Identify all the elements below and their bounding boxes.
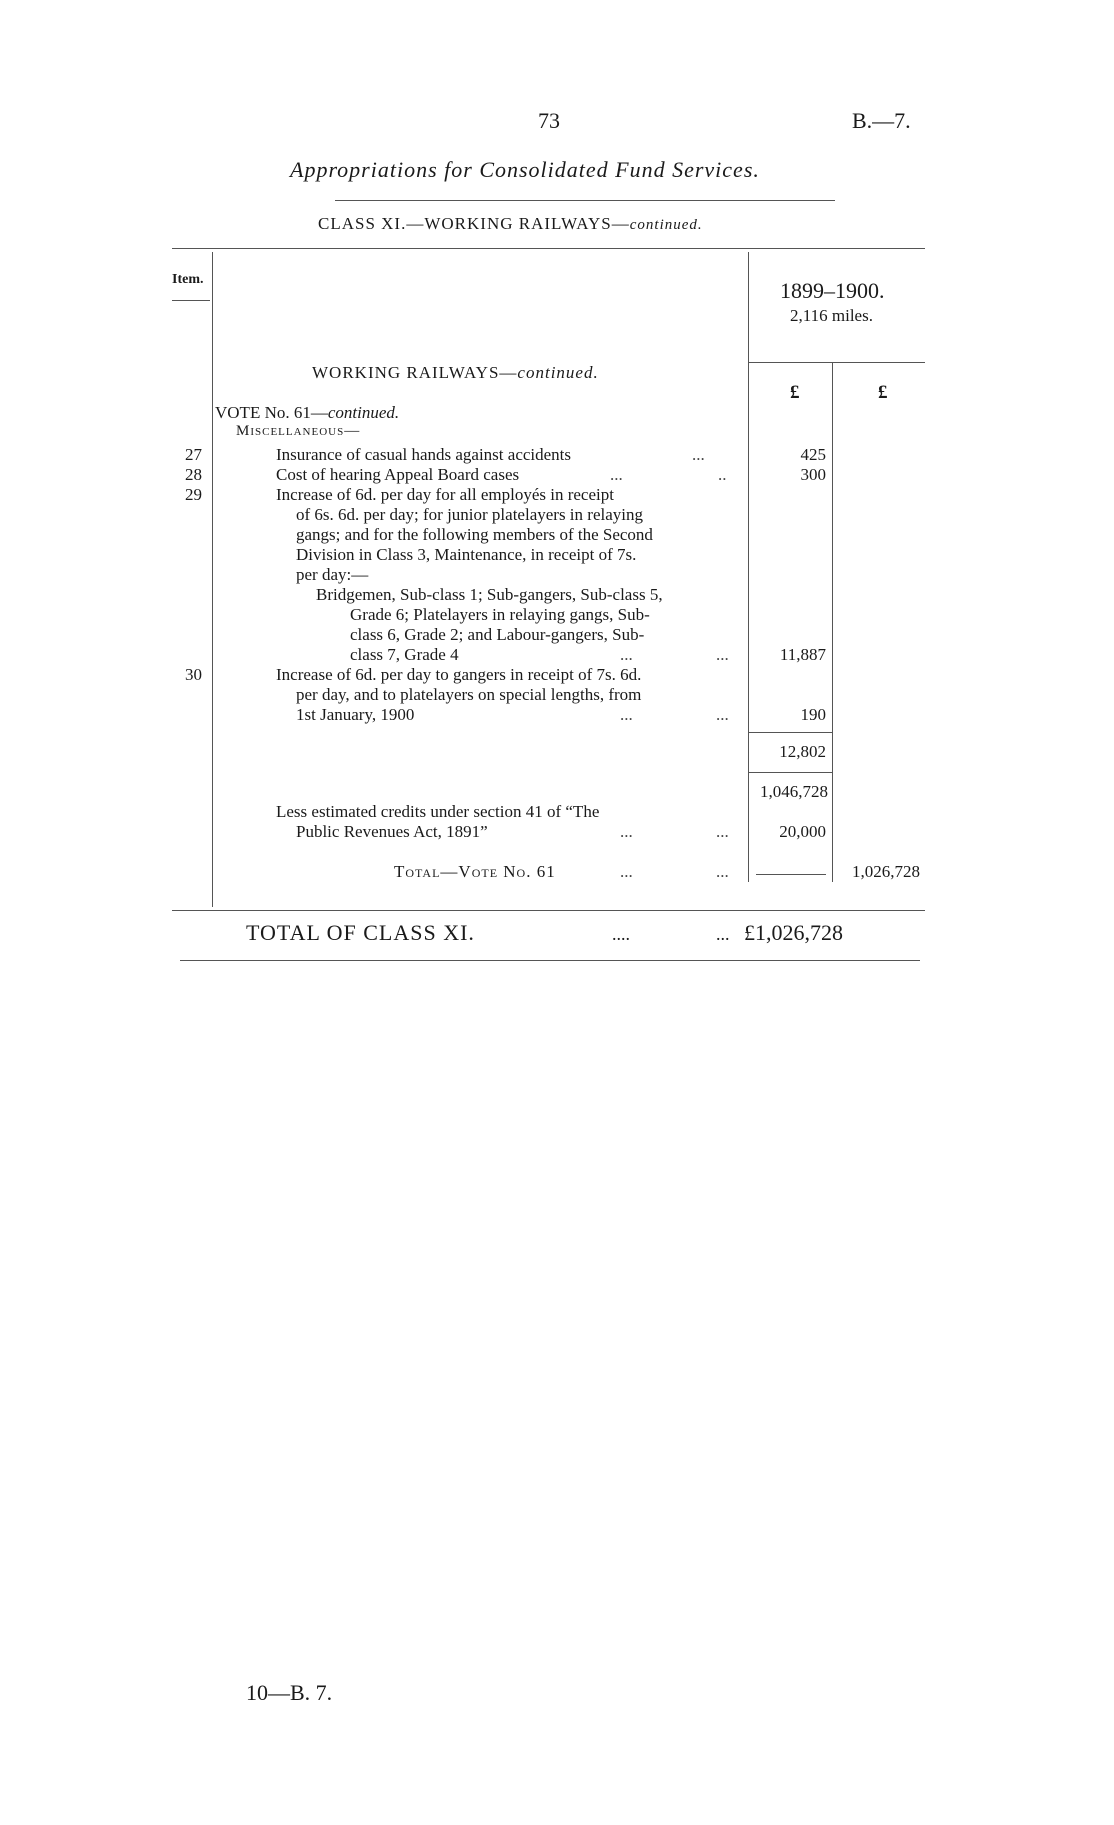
- item-amount: 300: [800, 465, 826, 484]
- item-description-line: per day:—: [296, 565, 369, 584]
- table-bottom-rule: [172, 910, 925, 911]
- item-description-line: Increase of 6d. per day for all employés in receipt: [276, 485, 614, 504]
- gross-amount: 1,046,728: [760, 782, 828, 801]
- section-heading: [312, 363, 599, 383]
- item-number: 30: [185, 665, 202, 684]
- leader-dots: ...: [620, 862, 633, 881]
- leader-dots: ....: [612, 924, 630, 944]
- leader-dots: ..: [718, 465, 727, 484]
- item-description-line: of 6s. 6d. per day; for junior platelayers in relaying: [296, 505, 643, 524]
- sub-heading: Miscellaneous—: [236, 423, 361, 439]
- vote-heading: [215, 403, 399, 423]
- item-description-line: class 6, Grade 2; and Labour-gangers, Sub-: [350, 625, 645, 644]
- leader-dots: ...: [620, 822, 633, 841]
- vote-heading-text: VOTE No. 61—: [215, 403, 328, 422]
- leader-dots: ...: [716, 822, 729, 841]
- total-vote-amount: 1,026,728: [852, 862, 920, 881]
- class-heading: [318, 214, 703, 234]
- item-description-line: Increase of 6d. per day to gangers in receipt of 7s. 6d.: [276, 665, 642, 684]
- item-column-header: Item.: [172, 272, 204, 287]
- item-amount: 425: [800, 445, 826, 464]
- class-total-label: TOTAL OF CLASS XI.: [246, 920, 475, 945]
- less-credits-line: Public Revenues Act, 1891”: [296, 822, 488, 841]
- leader-dots: ...: [610, 465, 623, 484]
- item-number: 29: [185, 485, 202, 504]
- item-description-line: Grade 6; Platelayers in relaying gangs, Sub-: [350, 605, 650, 624]
- item-description-line: per day, and to platelayers on special lengths, from: [296, 685, 642, 704]
- leader-dots: ...: [716, 645, 729, 664]
- item-number: 27: [185, 445, 202, 464]
- currency-header-column-2: £: [878, 382, 888, 403]
- page-title: Appropriations for Consolidated Fund Services.: [290, 157, 760, 182]
- item-amount: 11,887: [779, 645, 826, 664]
- leader-dots: ...: [716, 924, 730, 944]
- less-credits-amount: 20,000: [779, 822, 826, 841]
- section-heading-suffix: continued.: [517, 363, 599, 382]
- total-vote-rule: [756, 874, 826, 875]
- page-number: 73: [538, 108, 560, 133]
- miles-header: 2,116 miles.: [790, 306, 873, 325]
- item-description-line: gangs; and for the following members of the Second: [296, 525, 653, 544]
- document-reference: B.—7.: [852, 108, 911, 133]
- section-heading-text: WORKING RAILWAYS—: [312, 363, 518, 382]
- item-description-line: Cost of hearing Appeal Board cases: [276, 465, 520, 484]
- vote-heading-suffix: continued.: [327, 403, 400, 422]
- year-header: 1899–1900.: [780, 278, 885, 303]
- leader-dots: ...: [620, 705, 633, 724]
- leader-dots: ...: [692, 445, 705, 464]
- class-total-rule: [180, 960, 920, 961]
- table-top-rule: [172, 248, 925, 249]
- leader-dots: ...: [716, 862, 729, 881]
- class-heading-text: CLASS XI.—WORKING RAILWAYS—: [318, 214, 630, 233]
- item-amount: 190: [800, 705, 826, 724]
- item-description-line: Bridgemen, Sub-class 1; Sub-gangers, Sub-class 5,: [316, 585, 663, 604]
- leader-dots: ...: [620, 645, 633, 664]
- title-rule: [335, 200, 835, 201]
- currency-header-column-1: £: [790, 382, 800, 403]
- column-header-rule: [748, 362, 925, 363]
- total-vote-label: Total—Vote No. 61: [394, 862, 556, 881]
- total-column-divider: [832, 362, 833, 882]
- item-description-line: Insurance of casual hands against accidents: [276, 445, 572, 464]
- class-heading-suffix: continued.: [629, 217, 703, 233]
- item-description-line: class 7, Grade 4: [350, 645, 459, 664]
- item-column-divider: [212, 252, 213, 907]
- item-description-line: 1st January, 1900: [296, 705, 415, 724]
- item-number: 28: [185, 465, 202, 484]
- footer-signature: 10—B. 7.: [246, 1680, 333, 1705]
- item-header-underline: [172, 300, 210, 301]
- subtotal-rule: [748, 732, 832, 733]
- gross-rule: [748, 772, 832, 773]
- subtotal-amount: 12,802: [779, 742, 826, 761]
- item-description-line: Division in Class 3, Maintenance, in receipt of 7s.: [296, 545, 637, 564]
- class-total-amount: £1,026,728: [744, 920, 843, 945]
- leader-dots: ...: [716, 705, 729, 724]
- less-credits-line: Less estimated credits under section 41 of “The: [276, 802, 600, 821]
